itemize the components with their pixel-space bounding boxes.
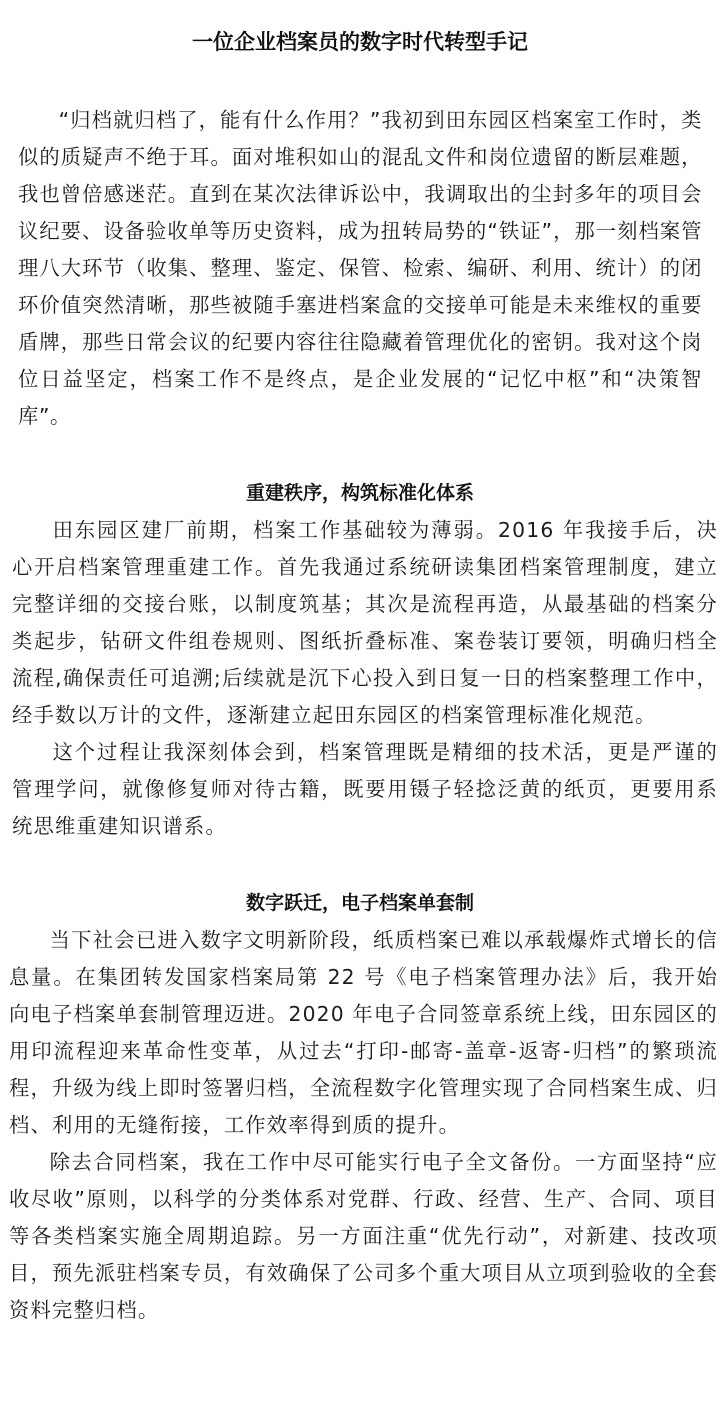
section-heading-rebuild-order: 重建秩序，构筑标准化体系: [245, 482, 474, 504]
section-paragraph: 除去合同档案，我在工作中尽可能实行电子全文备份。一方面坚持“应收尽收”原则，以科学的分类体系对党群、行政、经营、生产、合同、项目等各类档案实施全周期追踪。另一方面注重“优先行动”，对新建、技改项目，预先派驻档案专员，有效确保了公司多个重大项目从立项到验收的全套资料完整归档。: [9, 1150, 718, 1322]
intro-paragraph: “归档就归档了，能有什么作用？”我初到田东园区档案室工作时，类似的质疑声不绝于耳。面对堆积如山的混乱文件和岗位遗留的断层难题，我也曾倍感迷茫。直到在某次法律诉讼中，我调取出的尘封多年的项目会议纪要、设备验收单等历史资料，成为扭转局势的“铁证”，那一刻档案管理八大环节（收集、整理、鉴定、保管、检索、编研、利用、统计）的闭环价值突然清晰，那些被随手塞进档案盒的交接单可能是未来维权的重要盾牌，那些日常会议的纪要内容往往隐藏着管理优化的密钥。我对这个岗位日益坚定，档案工作不是终点，是企业发展的“记忆中枢”和“决策智库”。: [18, 108, 702, 428]
section-digital-leap: [9, 922, 718, 1329]
section-paragraph: 这个过程让我深刻体会到，档案管理既是精细的技术活，更是严谨的管理学问，就像修复师对待古籍，既要用镊子轻捻泛黄的纸页，更要用系统思维重建知识谱系。: [12, 740, 718, 838]
section-paragraph: 田东园区建厂前期，档案工作基础较为薄弱。2016 年我接手后，决心开启档案管理重建工作。首先我通过系统研读集团档案管理制度，建立完整详细的交接台账，以制度筑基；其次是流程再造，从最基础的档案分类起步，钻研文件组卷规则、图纸折叠标准、案卷装订要领，明确归档全流程,确保责任可追溯;后续就是沉下心投入到日复一日的档案整理工作中，经手数以万计的文件，逐渐建立起田东园区的档案管理标准化规范。: [12, 518, 718, 727]
intro-section: [18, 102, 702, 435]
section-rebuild-order: [12, 512, 718, 845]
section-heading-digital-leap: 数字跃迁，电子档案单套制: [245, 892, 474, 914]
section-paragraph: 当下社会已进入数字文明新阶段，纸质档案已难以承载爆炸式增长的信息量。在集团转发国家档案局第 22 号《电子档案管理办法》后，我开始向电子档案单套制管理迈进。2020 年电子合同签章系统上线，田东园区的用印流程迎来革命性变革，从过去“打印-邮寄-盖章-返寄-归档”的繁琐流程，升级为线上即时签署归档，全流程数字化管理实现了合同档案生成、归档、利用的无缝衔接，工作效率得到质的提升。: [9, 928, 718, 1137]
article-title: 一位企业档案员的数字时代转型手记: [192, 30, 528, 54]
